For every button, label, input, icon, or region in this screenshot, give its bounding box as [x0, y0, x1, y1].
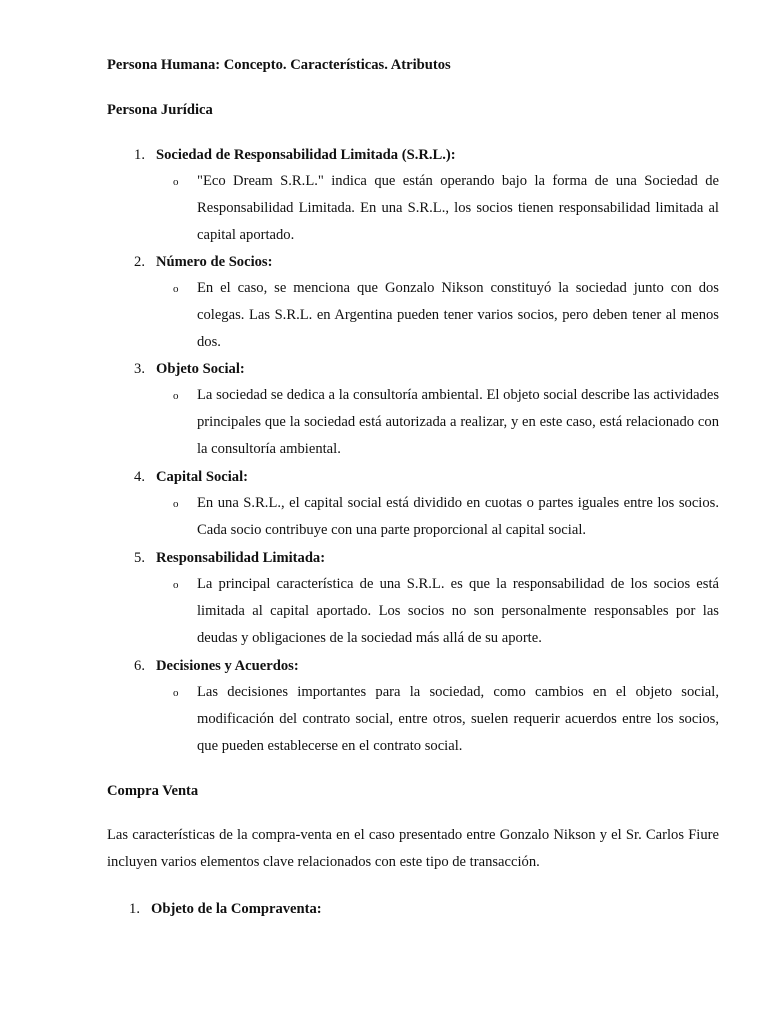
bullet-marker: o: [173, 176, 179, 188]
list-item-number: 5.: [134, 550, 145, 566]
list-item-text: La principal característica de una S.R.L. es que la responsabilidad de los socios está limitada al capital aportado. Los socios no son personalmente responsables por las deudas y obligaciones de la sociedad más allá de su aporte.: [197, 576, 719, 647]
list-item-text: En el caso, se menciona que Gonzalo Nikson constituyó la sociedad junto con dos colegas. Las S.R.L. en Argentina pueden tener varios socios, pero deben tener al menos dos.: [197, 280, 719, 351]
bullet-marker: o: [173, 283, 179, 295]
list-item-title: Objeto Social:: [156, 361, 245, 377]
list-item-number: 1.: [134, 147, 145, 163]
heading-persona-juridica: Persona Jurídica: [107, 102, 213, 118]
list-item-text: En una S.R.L., el capital social está dividido en cuotas o partes iguales entre los socios. Cada socio contribuye con una parte proporcional al capital social.: [197, 495, 719, 539]
list-item-number: 6.: [134, 658, 145, 674]
list-item-title: Decisiones y Acuerdos:: [156, 658, 299, 674]
bullet-marker: o: [173, 390, 179, 402]
list-item-number: 1.: [129, 901, 140, 917]
list-item-number: 2.: [134, 254, 145, 270]
bullet-marker: o: [173, 579, 179, 591]
list-item-title: Capital Social:: [156, 469, 249, 485]
list-item-title: Objeto de la Compraventa:: [151, 901, 322, 917]
list-item-text: "Eco Dream S.R.L." indica que están operando bajo la forma de una Sociedad de Responsabilidad Limitada. En una S.R.L., los socios tienen responsabilidad limitada al capital aportado.: [197, 173, 719, 244]
compra-venta-intro: Las características de la compra-venta en el caso presentado entre Gonzalo Nikson y el Sr. Carlos Fiure incluyen varios elementos clave relacionados con este tipo de transacción.: [107, 827, 719, 870]
list-item-title: Responsabilidad Limitada:: [156, 550, 326, 566]
list-item-number: 3.: [134, 361, 145, 377]
bullet-marker: o: [173, 498, 179, 510]
list-item-text: La sociedad se dedica a la consultoría ambiental. El objeto social describe las actividades principales que la sociedad está autorizada a realizar, y en este caso, está relacionado con la consultoría ambiental.: [197, 387, 719, 458]
list-item-title: Número de Socios:: [156, 254, 273, 270]
heading-persona-humana: Persona Humana: Concepto. Características. Atributos: [107, 57, 451, 73]
list-item-text: Las decisiones importantes para la sociedad, como cambios en el objeto social, modificación del contrato social, entre otros, suelen requerir acuerdos entre los socios, que pueden establecerse en el contrato social.: [197, 684, 719, 755]
heading-compra-venta: Compra Venta: [107, 783, 199, 799]
list-item-title: Sociedad de Responsabilidad Limitada (S.R.L.):: [156, 147, 456, 163]
list-item-number: 4.: [134, 469, 145, 485]
bullet-marker: o: [173, 687, 179, 699]
